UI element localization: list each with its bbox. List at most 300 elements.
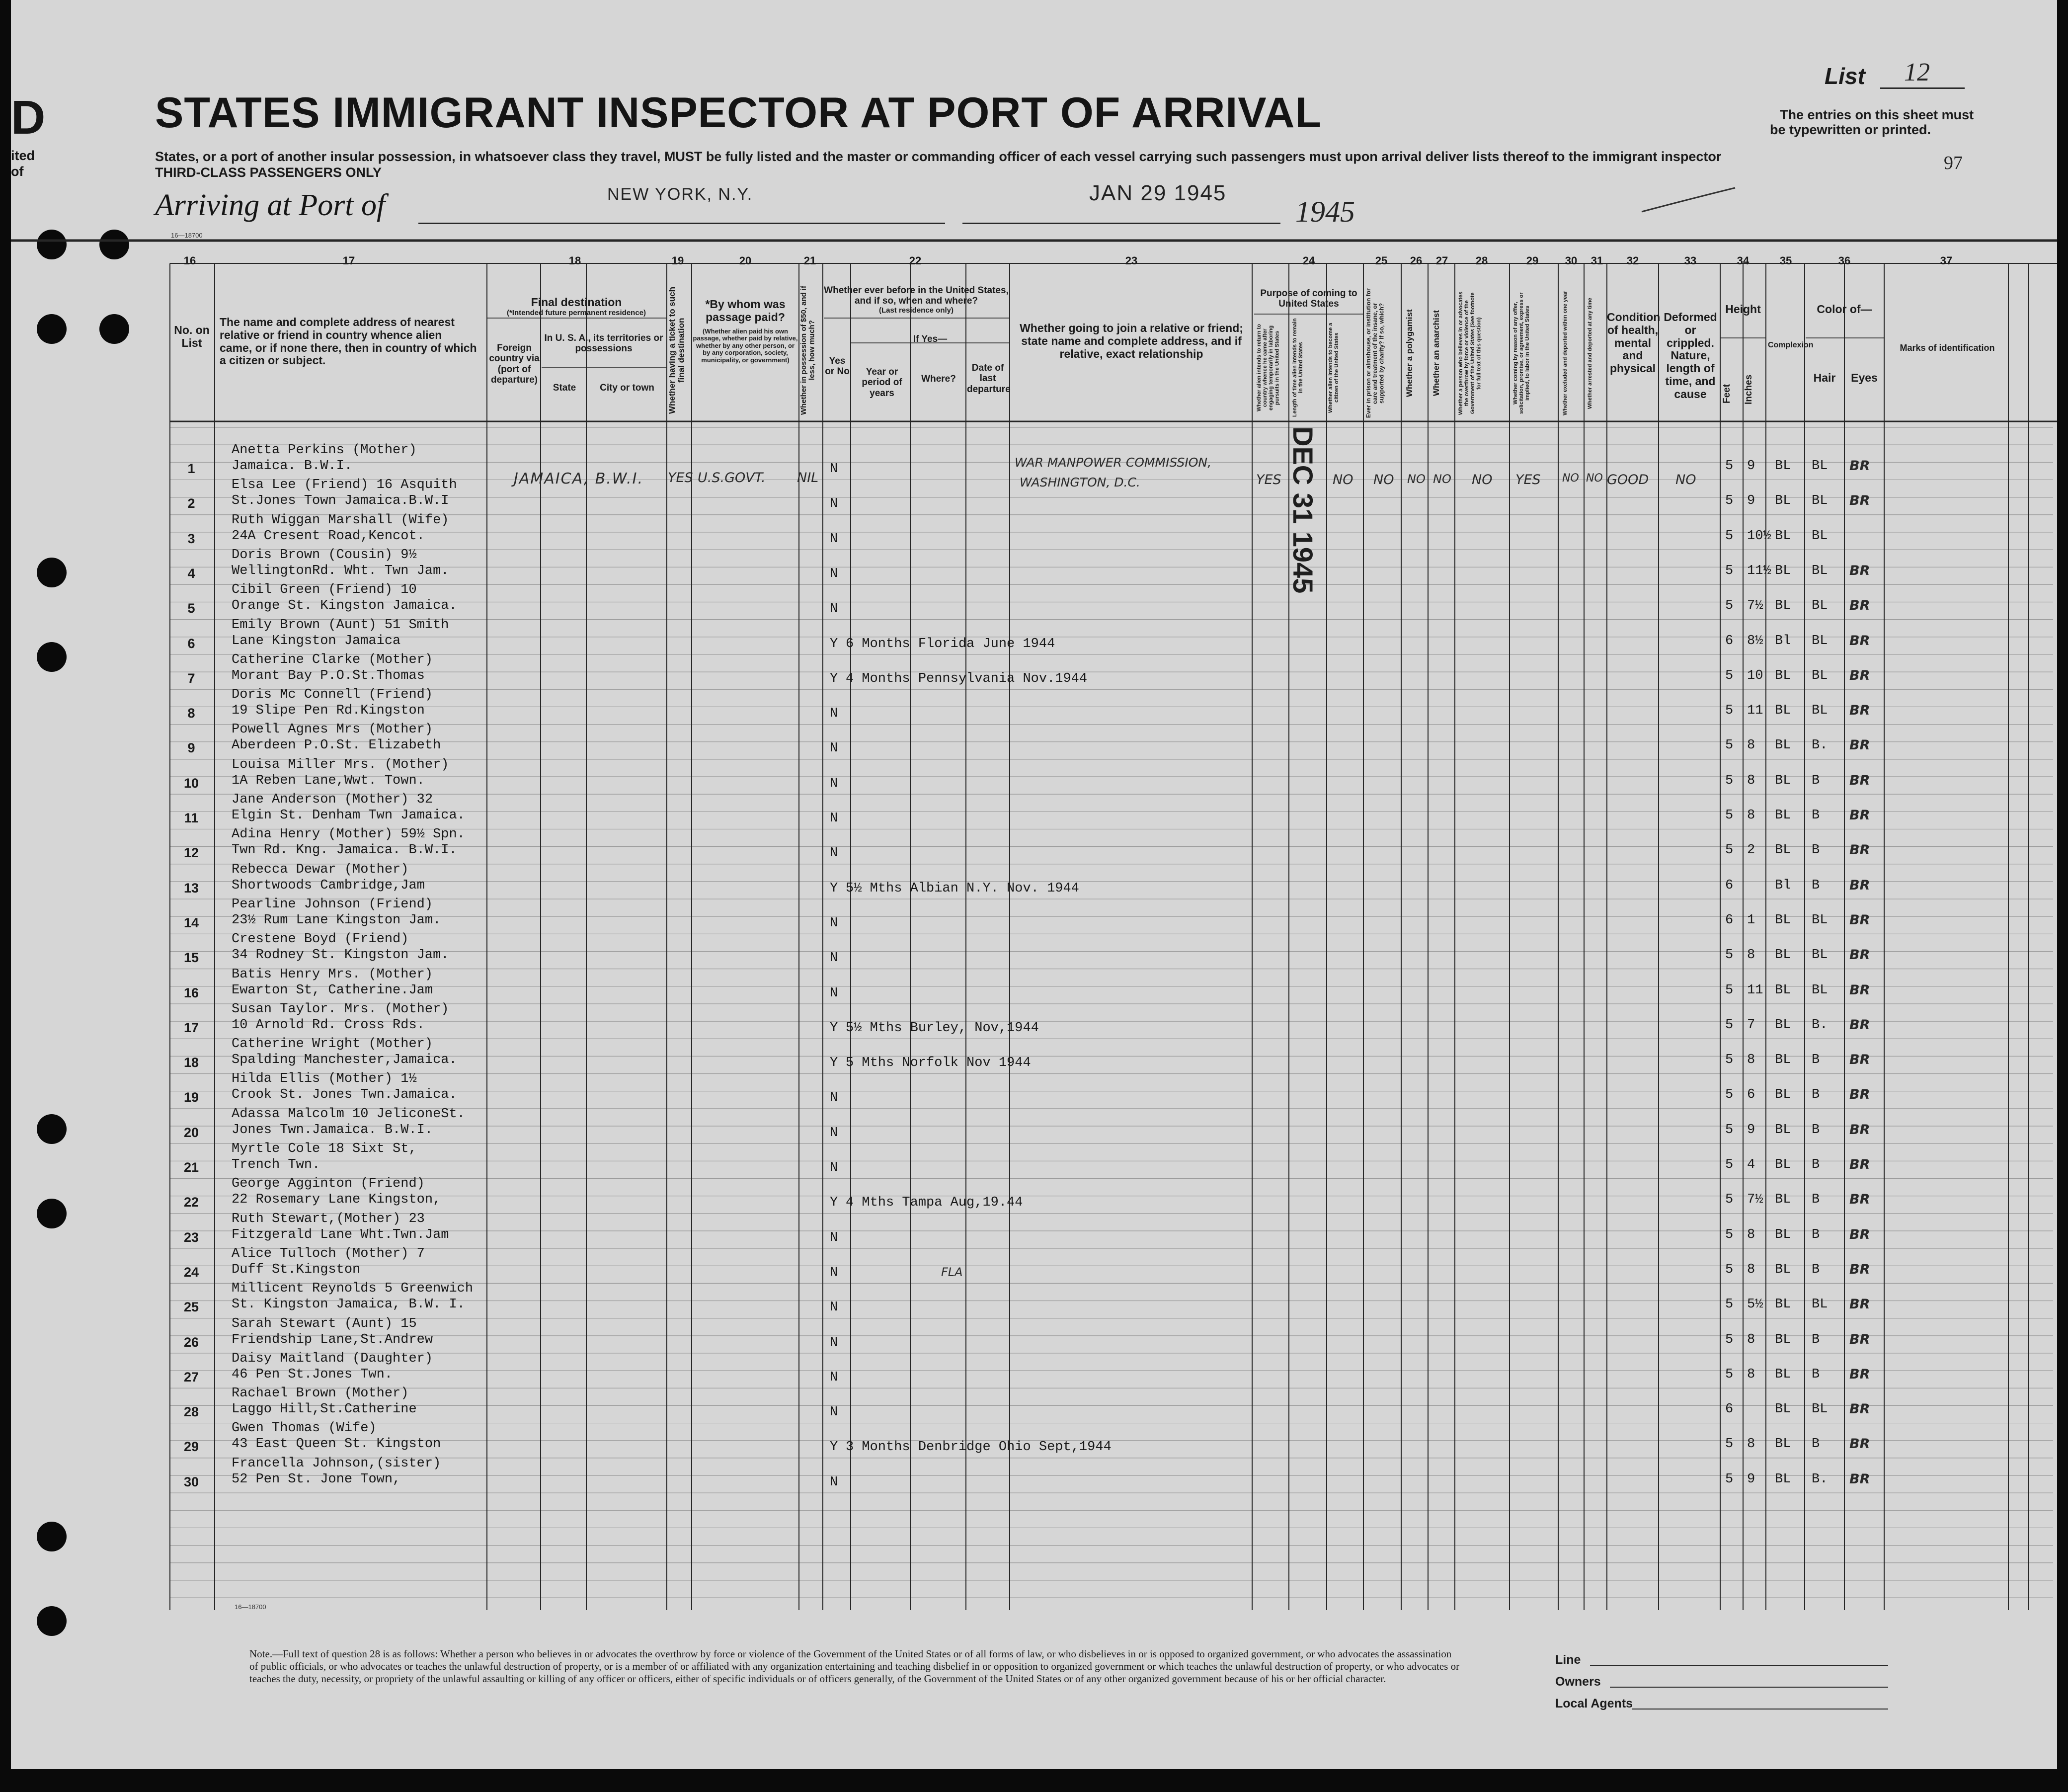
height-inches: 9 [1747, 459, 1755, 474]
column-number: 20 [739, 254, 752, 267]
row-number: 27 [183, 1370, 199, 1385]
column-number: 22 [909, 254, 922, 267]
final-destination-note: (*Intended future permanent residence) [506, 308, 646, 317]
height-feet: 6 [1725, 913, 1734, 928]
before-us-yes-no: N [830, 741, 838, 756]
row-number: 22 [183, 1195, 199, 1210]
relative-address: Shortwoods Cambridge,Jam [232, 878, 425, 893]
hw-prison: NO [1373, 472, 1394, 488]
eye-color: BR [1849, 1227, 1870, 1242]
column-number: 35 [1779, 254, 1792, 267]
height-inches: 10 [1747, 668, 1763, 683]
table-row [11, 1421, 2057, 1456]
header-ticket: Whether having a ticket to such final destination [667, 287, 686, 414]
hair-color: BL [1812, 459, 1828, 474]
header-year-period: Year or period of years [862, 367, 902, 399]
complexion-value: Bl [1775, 878, 1791, 893]
before-us-yes-no: N [830, 532, 838, 547]
before-us-yes-no: N [830, 1335, 838, 1350]
complexion-value: BL [1775, 1472, 1791, 1487]
complexion-value: BL [1775, 1087, 1791, 1102]
complexion-value: BL [1775, 598, 1791, 613]
relative-address: 52 Pen St. Jone Town, [232, 1472, 401, 1487]
header-deformed: Deformed or crippled. Nature, length of time, and cause [1664, 311, 1717, 401]
height-feet: 5 [1725, 703, 1734, 718]
table-row [11, 478, 2057, 513]
before-us-note: (Last residence only) [878, 306, 954, 315]
height-inches: 10½ [1747, 529, 1771, 544]
eye-color: BR [1849, 563, 1870, 578]
complexion-value: BL [1775, 1157, 1791, 1172]
table-row [11, 863, 2057, 897]
before-us-yes-no: N [830, 1370, 838, 1385]
before-us-yes-no: N [830, 462, 838, 477]
hair-color: B [1812, 1087, 1820, 1102]
table-row [11, 1002, 2057, 1037]
hw-ticket: YES [668, 470, 693, 486]
line-label: Line [1555, 1653, 1581, 1667]
relative-address: Morant Bay P.O.St.Thomas [232, 668, 425, 683]
before-us-yes-no: Y [830, 1021, 838, 1036]
row-number: 18 [183, 1055, 199, 1070]
relative-name: Adassa Malcolm 10 JeliconeSt. [232, 1107, 465, 1122]
header-marks: Marks of identification [1900, 343, 1995, 353]
prior-residence: 5 Mths Norfolk Nov 1944 [846, 1056, 1031, 1070]
relative-address: 43 East Queen St. Kingston [232, 1437, 441, 1452]
hair-color: BL [1812, 1402, 1828, 1417]
row-number: 11 [184, 811, 199, 825]
arriving-port-label: Arriving at Port of [155, 188, 386, 222]
hair-color: B [1812, 1157, 1820, 1172]
relative-address: 34 Rodney St. Kingston Jam. [232, 948, 449, 963]
height-feet: 5 [1725, 983, 1734, 998]
eye-color: BR [1849, 912, 1870, 928]
column-number: 30 [1565, 254, 1578, 267]
hair-color: BL [1812, 493, 1828, 508]
eye-color: BR [1849, 703, 1870, 718]
list-label-text: List [1825, 63, 1865, 89]
complexion-value: BL [1775, 738, 1791, 753]
eye-color: BR [1849, 1192, 1870, 1207]
height-feet: 5 [1725, 1332, 1734, 1347]
complexion-value: Bl [1775, 634, 1791, 649]
relative-address: Lane Kingston Jamaica [232, 634, 401, 649]
header-state: State [553, 383, 576, 393]
eye-color: BR [1849, 808, 1870, 823]
complexion-value: BL [1775, 493, 1791, 508]
prior-residence: 6 Months Florida June 1944 [846, 637, 1055, 652]
relative-name: Crestene Boyd (Friend) [232, 932, 409, 947]
relative-name: Batis Henry Mrs. (Mother) [232, 967, 433, 982]
column-number: 24 [1302, 254, 1315, 267]
height-feet: 5 [1725, 529, 1734, 544]
table-row [11, 1317, 2057, 1352]
complexion-value: BL [1775, 1297, 1791, 1312]
hair-color: B [1812, 1192, 1820, 1207]
height-inches: 9 [1747, 1472, 1755, 1487]
hair-color: B. [1812, 1018, 1828, 1033]
row-number: 9 [187, 740, 195, 755]
hair-color: B [1812, 843, 1820, 858]
relative-address: Jones Twn.Jamaica. B.W.I. [232, 1123, 433, 1138]
before-us-yes-no: N [830, 1160, 838, 1175]
height-inches: 8 [1747, 1367, 1755, 1382]
table-row [11, 1212, 2057, 1247]
before-us-yes-no: N [830, 601, 838, 616]
complexion-value: BL [1775, 913, 1791, 928]
table-row [11, 1457, 2057, 1491]
hair-color: BL [1812, 913, 1828, 928]
relative-name: Pearline Johnson (Friend) [232, 897, 433, 912]
before-us-yes-no: N [830, 496, 838, 511]
column-number: 27 [1435, 254, 1448, 267]
relative-name: Adina Henry (Mother) 59½ Spn. [232, 827, 465, 842]
form-number: 16—18700 [235, 1603, 266, 1611]
header-joining: Whether going to join a relative or friend; state name and complete address, and if relative, exact relationship [1020, 322, 1243, 360]
eye-color: BR [1849, 1367, 1870, 1382]
eye-color: BR [1849, 458, 1870, 474]
final-destination-label: Final destination [531, 296, 622, 309]
height-inches: 8 [1747, 1227, 1755, 1242]
height-inches: 5½ [1747, 1297, 1763, 1312]
relative-address: 22 Rosemary Lane Kingston, [232, 1192, 441, 1207]
hw-foreign-country: JAMAICA, B.W.I. [514, 470, 643, 488]
column-number: 21 [803, 254, 816, 267]
port-stamp: NEW YORK, N.Y. [607, 185, 753, 204]
form-class-line: THIRD-CLASS PASSENGERS ONLY [155, 165, 382, 180]
hair-color: B. [1812, 1472, 1828, 1487]
relative-name: Hilda Ellis (Mother) 1½ [232, 1071, 417, 1086]
hair-color: BL [1812, 703, 1828, 718]
row-number: 7 [187, 671, 195, 686]
hw-anarchist: NO [1433, 472, 1451, 486]
column-number: 19 [671, 254, 684, 267]
before-us-label: Whether ever before in the United States, and if so, when and where? [824, 285, 1009, 307]
column-number: 36 [1838, 254, 1851, 267]
header-health: Condition of health, mental and physical [1607, 311, 1661, 375]
relative-name: Anetta Perkins (Mother) [232, 443, 417, 458]
left-edge-fragment: D [11, 91, 46, 144]
row-number: 28 [183, 1404, 199, 1419]
header-purpose-return: Whether alien intends to return to country whence he came after engaging temporarily in laboring pursuits in the United States [1256, 324, 1280, 412]
before-us-yes-no: N [830, 1300, 838, 1315]
table-row [11, 1352, 2057, 1386]
eye-color: BR [1849, 1087, 1870, 1102]
before-us-yes-no: N [830, 1265, 838, 1280]
eye-color: BR [1849, 493, 1870, 508]
height-feet: 5 [1725, 459, 1734, 474]
complexion-value: BL [1775, 529, 1791, 544]
before-us-yes-no: N [830, 1405, 838, 1420]
relative-name: Ruth Wiggan Marshall (Wife) [232, 513, 449, 528]
hair-color: B [1812, 808, 1820, 823]
complexion-value: BL [1775, 1192, 1791, 1207]
hair-color: BL [1812, 598, 1828, 613]
relative-address: WellingtonRd. Wht. Twn Jam. [232, 564, 449, 578]
header-date-departure: Date of last departure [967, 363, 1011, 395]
relative-address: Elgin St. Denham Twn Jamaica. [232, 808, 465, 823]
hair-color: B [1812, 1437, 1820, 1452]
table-row [11, 1282, 2057, 1316]
height-feet: 6 [1725, 634, 1734, 649]
eye-color: BR [1849, 1262, 1870, 1277]
height-inches: 8½ [1747, 634, 1763, 649]
table-row [11, 618, 2057, 653]
relative-address: Twn Rd. Kng. Jamaica. B.W.I. [232, 843, 457, 858]
hair-color: B [1812, 1262, 1820, 1277]
relative-name: George Agginton (Friend) [232, 1176, 425, 1191]
manifest-sheet [11, 0, 2057, 1769]
entries-note: The entries on this sheet must [1780, 107, 1974, 122]
before-us-yes-no: Y [830, 1440, 838, 1455]
hair-color: B [1812, 773, 1820, 788]
list-number: 12 [1904, 58, 1930, 86]
relative-name: Catherine Wright (Mother) [232, 1037, 433, 1052]
height-inches: 8 [1747, 1332, 1755, 1347]
hw-fifty: NIL [797, 470, 819, 486]
eye-color: BR [1849, 1471, 1870, 1487]
owners-label: Owners [1555, 1675, 1601, 1689]
table-row [11, 1386, 2057, 1421]
relative-name: Millicent Reynolds 5 Greenwich [232, 1281, 474, 1296]
row-number: 10 [183, 776, 199, 791]
row-number: 1 [187, 461, 195, 476]
row-number: 30 [183, 1474, 199, 1489]
date-stamp: JAN 29 1945 [1089, 181, 1227, 205]
height-inches: 8 [1747, 808, 1755, 823]
height-feet: 5 [1725, 1087, 1734, 1102]
relative-address: 1A Reben Lane,Wwt. Town. [232, 773, 425, 788]
header-eyes: Eyes [1851, 371, 1878, 384]
height-feet: 5 [1725, 1053, 1734, 1067]
table-row [11, 1037, 2057, 1072]
header-in-usa: In U. S. A., its territories or possessions [544, 333, 663, 354]
row-number: 12 [183, 845, 199, 860]
header-overthrow: Whether a person who believes in or advocates the overthrow by force or violence of the Government of the United States (See footnote for full text of this question) [1458, 291, 1482, 415]
relative-name: Daisy Maitland (Daughter) [232, 1351, 433, 1366]
complexion-value: BL [1775, 1262, 1791, 1277]
height-feet: 5 [1725, 668, 1734, 683]
height-feet: 5 [1725, 1367, 1734, 1382]
eye-color: BR [1849, 982, 1870, 998]
table-row [11, 897, 2057, 932]
row-number: 5 [187, 601, 195, 616]
header-purpose: Purpose of coming to United States [1260, 288, 1357, 310]
relative-name: Myrtle Cole 18 Sixt St, [232, 1141, 417, 1156]
table-row [11, 932, 2057, 967]
header-passage [693, 298, 798, 364]
hair-color: B. [1812, 738, 1828, 753]
row-number: 14 [183, 915, 199, 930]
header-no-on-list: No. on List [174, 324, 210, 349]
header-color-of: Color of— [1817, 303, 1872, 316]
height-inches: 7 [1747, 1018, 1755, 1033]
hair-color: BL [1812, 983, 1828, 998]
hair-color: BL [1812, 668, 1828, 683]
header-prison: Ever in prison or almshouse, or institution for care and treatment of the insane, or supported by charity? If so, which? [1365, 288, 1385, 418]
header-yes-no: Yes or No [825, 356, 850, 377]
complexion-value: BL [1775, 808, 1791, 823]
height-feet: 5 [1725, 1192, 1734, 1207]
column-number: 34 [1737, 254, 1750, 267]
column-number: 31 [1591, 254, 1603, 267]
height-feet: 5 [1725, 1123, 1734, 1138]
header-labor-offer: Whether coming by reason of any offer, solicitation, promise, or agreement, express or implied, to labor in the United States [1512, 292, 1531, 414]
passage-label: *By whom was passage paid? [705, 298, 786, 324]
entries-note: be typewritten or printed. [1770, 122, 1931, 137]
relative-name: Jane Anderson (Mother) 32 [232, 792, 433, 807]
relative-address: Friendship Lane,St.Andrew [232, 1332, 433, 1347]
height-feet: 5 [1725, 1227, 1734, 1242]
header-height: Height [1725, 303, 1761, 316]
complexion-value: BL [1775, 1367, 1791, 1382]
before-us-yes-no: N [830, 1230, 838, 1245]
height-inches: 11 [1747, 983, 1763, 998]
row-number: 21 [183, 1160, 199, 1175]
before-us-yes-no: N [830, 706, 838, 721]
eye-color: BR [1849, 1157, 1870, 1172]
relative-address: Spalding Manchester,Jamaica. [232, 1053, 457, 1067]
hair-color: B [1812, 1053, 1820, 1067]
header-city: City or town [600, 383, 654, 393]
eye-color: BR [1849, 1052, 1870, 1067]
height-feet: 5 [1725, 1472, 1734, 1487]
header-final-destination [487, 296, 666, 318]
header-if-yes: If Yes— [913, 334, 948, 344]
complexion-value: BL [1775, 459, 1791, 474]
relative-name: Ruth Stewart,(Mother) 23 [232, 1212, 425, 1226]
before-us-yes-no: Y [830, 637, 838, 652]
local-agents-label: Local Agents [1555, 1697, 1633, 1711]
relative-name: Powell Agnes Mrs (Mother) [232, 722, 433, 737]
row-number: 19 [183, 1090, 199, 1105]
row-number: 15 [183, 950, 199, 965]
height-feet: 6 [1725, 878, 1734, 893]
prior-residence: 5½ Mths Burley, Nov,1944 [846, 1021, 1039, 1036]
relative-name: Francella Johnson,(sister) [232, 1456, 441, 1471]
height-inches: 11½ [1747, 564, 1771, 578]
height-inches: 9 [1747, 493, 1755, 508]
column-number: 29 [1526, 254, 1539, 267]
relative-name: Elsa Lee (Friend) 16 Asquith [232, 478, 457, 492]
row-number: 20 [183, 1125, 199, 1140]
column-number: 33 [1684, 254, 1697, 267]
relative-address: Aberdeen P.O.St. Elizabeth [232, 738, 441, 753]
table-row [11, 688, 2057, 723]
height-inches: 1 [1747, 913, 1755, 928]
complexion-value: BL [1775, 564, 1791, 578]
dec-31-stamp: DEC 31 1945 [1287, 426, 1319, 594]
eye-color: BR [1849, 598, 1870, 613]
height-inches: 7½ [1747, 1192, 1763, 1207]
table-row [11, 653, 2057, 688]
table-row [11, 793, 2057, 827]
before-us-yes-no: N [830, 776, 838, 791]
column-number: 18 [568, 254, 581, 267]
before-us-yes-no: Y [830, 881, 838, 896]
before-us-yes-no: N [830, 567, 838, 581]
relative-name: Cibil Green (Friend) 10 [232, 582, 417, 597]
relative-address: St. Kingston Jamaica, B.W. I. [232, 1297, 465, 1312]
header-anarchist: Whether an anarchist [1432, 310, 1441, 397]
relative-address: Fitzgerald Lane Wht.Twn.Jam [232, 1227, 449, 1242]
prior-residence: 4 Months Pennsylvania Nov.1944 [846, 671, 1088, 686]
relative-address: Crook St. Jones Twn.Jamaica. [232, 1087, 457, 1102]
hw-passage: U.S.GOVT. [698, 470, 766, 486]
hair-color: BL [1812, 634, 1828, 649]
relative-name: Gwen Thomas (Wife) [232, 1421, 377, 1436]
before-us-yes-no: Y [830, 671, 838, 686]
row-number: 13 [183, 881, 199, 896]
relative-address: 23½ Rum Lane Kingston Jam. [232, 913, 441, 928]
table-row [11, 723, 2057, 757]
hw-arrested: NO [1586, 472, 1603, 485]
before-us-yes-no: N [830, 1126, 838, 1140]
form-number: 16—18700 [171, 232, 203, 239]
header-relative: The name and complete address of nearest relative or friend in country whence alien came, or if none there, then in country of which a citizen or subject. [220, 316, 477, 367]
arrival-year: 1945 [1295, 195, 1355, 228]
check-mark [1642, 188, 1735, 212]
hair-color: BL [1812, 1297, 1828, 1312]
row-number: 16 [183, 985, 199, 1000]
table-row [11, 1142, 2057, 1177]
complexion-value: BL [1775, 668, 1791, 683]
before-us-yes-no: Y [830, 1195, 838, 1210]
relative-address: Ewarton St, Catherine.Jam [232, 983, 433, 998]
left-edge-fragment: ited [11, 148, 35, 163]
before-us-yes-no: N [830, 846, 838, 861]
eye-color: BR [1849, 1436, 1870, 1452]
height-feet: 5 [1725, 493, 1734, 508]
column-number: 32 [1626, 254, 1639, 267]
line-underline [1590, 1665, 1888, 1666]
agents-underline [1632, 1709, 1888, 1710]
table-row [11, 548, 2057, 583]
relative-address: 19 Slipe Pen Rd.Kingston [232, 703, 425, 718]
table-row [11, 968, 2057, 1002]
header-complexion: Complexion [1768, 341, 1814, 349]
column-number: 23 [1125, 254, 1138, 267]
before-us-yes-no: N [830, 811, 838, 826]
before-us-yes-no: N [830, 1475, 838, 1490]
height-inches: 2 [1747, 843, 1755, 858]
relative-address: Orange St. Kingston Jamaica. [232, 598, 457, 613]
complexion-value: BL [1775, 1018, 1791, 1033]
header-feet: Feet [1722, 384, 1732, 404]
before-us-yes-no: N [830, 951, 838, 966]
height-feet: 5 [1725, 1262, 1734, 1277]
eye-color: BR [1849, 1017, 1870, 1033]
relative-address: Trench Twn. [232, 1157, 320, 1172]
form-title: STATES IMMIGRANT INSPECTOR AT PORT OF ARRIVAL [155, 89, 1322, 137]
relative-address: 46 Pen St.Jones Twn. [232, 1367, 393, 1382]
eye-color: BR [1849, 737, 1870, 753]
prior-residence: 4 Mths Tampa Aug,19.44 [846, 1195, 1023, 1210]
hw-health: GOOD [1607, 472, 1649, 488]
hair-color: BL [1812, 564, 1828, 578]
form-lead-line: States, or a port of another insular possession, in whatsoever class they travel, MUST be fully listed and the master or commanding officer of each vessel carrying such passengers must upon arrival deliver lists thereof to the immigrant inspector [155, 149, 1722, 164]
hair-color: B [1812, 878, 1820, 893]
passage-note: (Whether alien paid his own passage, whether paid by relative, whether by any other person, or by any corporation, society, municipality, or government) [693, 327, 798, 364]
eye-color: BR [1849, 1332, 1870, 1347]
height-inches: 6 [1747, 1087, 1755, 1102]
row-number: 23 [183, 1230, 199, 1245]
height-feet: 5 [1725, 948, 1734, 963]
relative-name: Sarah Stewart (Aunt) 15 [232, 1316, 417, 1331]
height-inches: 8 [1747, 1262, 1755, 1277]
table-row [11, 1072, 2057, 1107]
relative-address: 10 Arnold Rd. Cross Rds. [232, 1018, 425, 1033]
